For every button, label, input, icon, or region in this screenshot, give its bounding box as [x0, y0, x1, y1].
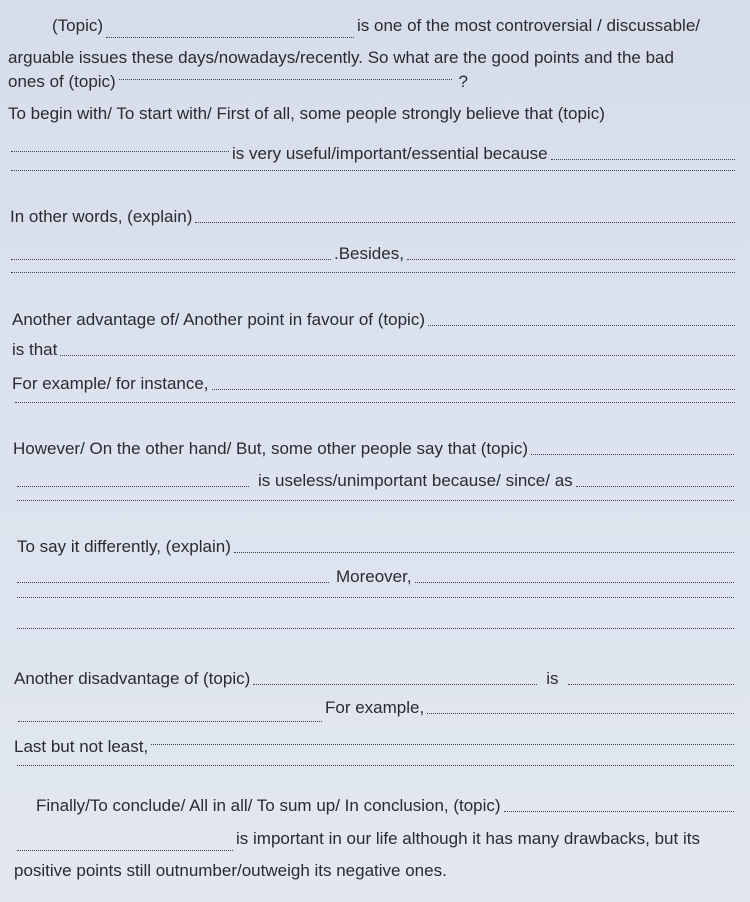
blank-field[interactable]: [576, 486, 734, 487]
intro-line-3: [8, 72, 468, 92]
text-segment: is one of the most controversial / discussable/: [357, 16, 701, 35]
useless-line: [14, 471, 737, 491]
blank-field[interactable]: [11, 272, 735, 273]
text-segment: Another advantage of/ Another point in favour of (topic): [12, 310, 425, 329]
blank-field[interactable]: [428, 325, 735, 326]
besides-line: [8, 244, 738, 264]
important-line: [14, 829, 737, 849]
blank-field[interactable]: [60, 355, 735, 356]
text-segment: However/ On the other hand/ But, some other people say that (topic): [13, 439, 529, 458]
blank-field[interactable]: [212, 389, 735, 390]
example-line: [12, 374, 738, 394]
blank-line: [14, 500, 737, 505]
blank-field[interactable]: [531, 454, 734, 455]
blank-field[interactable]: [17, 582, 329, 583]
text-segment: Another disadvantage of (topic): [14, 669, 251, 688]
begin-line: [8, 104, 743, 124]
blank-line: [8, 170, 738, 175]
blank-field[interactable]: [119, 79, 452, 80]
text-segment: .Besides,: [334, 244, 404, 263]
blank-field[interactable]: [17, 765, 734, 766]
blank-field[interactable]: [17, 486, 249, 487]
text-segment: is important in our life although it has many drawbacks, but its: [236, 829, 700, 848]
blank-line: [8, 272, 738, 277]
blank-field[interactable]: [195, 222, 735, 223]
blank-field[interactable]: [427, 713, 734, 714]
blank-field[interactable]: [17, 850, 233, 851]
topic-label: (Topic): [52, 16, 104, 35]
last-line: [14, 737, 737, 757]
text-segment: Last but not least,: [14, 737, 149, 756]
blank-field[interactable]: [106, 37, 354, 38]
text-segment: To say it differently, (explain): [17, 537, 231, 556]
blank-field[interactable]: [17, 628, 734, 629]
text-segment: arguable issues these days/nowadays/recently. So what are the good points and the bad: [8, 48, 674, 67]
text-segment: Finally/To conclude/ All in all/ To sum up/ In conclusion, (topic): [36, 796, 501, 815]
text-segment: positive points still outnumber/outweigh its negative ones.: [14, 861, 447, 880]
text-segment: ?: [458, 72, 468, 91]
is-that-line: [12, 340, 738, 360]
intro-line-1: [52, 4, 737, 36]
useful-line: [8, 144, 738, 164]
text-segment: is that: [12, 340, 58, 359]
blank-field[interactable]: [415, 582, 734, 583]
advantage-line: [12, 310, 738, 330]
blank-line: [14, 628, 737, 633]
text-segment: is very useful/important/essential because: [232, 144, 548, 163]
conclude-line: [36, 796, 737, 816]
text-segment: For example/ for instance,: [12, 374, 209, 393]
text-segment: ones of (topic): [8, 72, 116, 91]
final-line: [14, 861, 737, 881]
however-line: [13, 439, 737, 459]
blank-field[interactable]: [504, 811, 734, 812]
text-segment: For example,: [325, 698, 425, 717]
blank-line: [12, 402, 738, 407]
blank-field[interactable]: [18, 721, 322, 722]
differently-line: [17, 537, 737, 557]
blank-field[interactable]: [11, 259, 331, 260]
blank-field[interactable]: [407, 259, 735, 260]
blank-field[interactable]: [11, 170, 735, 171]
blank-field[interactable]: [11, 151, 229, 152]
text-segment: is: [546, 669, 559, 688]
blank-field[interactable]: [234, 552, 734, 553]
blank-field[interactable]: [253, 684, 537, 685]
moreover-line: [14, 567, 737, 587]
explain-line: [10, 207, 738, 227]
blank-line: [14, 597, 737, 602]
text-segment: In other words, (explain): [10, 207, 193, 226]
blank-field[interactable]: [17, 597, 734, 598]
text-segment: is useless/unimportant because/ since/ as: [258, 471, 573, 490]
disadvantage-line: [14, 669, 737, 689]
blank-line: [14, 765, 737, 770]
blank-field[interactable]: [15, 402, 735, 403]
blank-field[interactable]: [151, 744, 734, 745]
blank-field[interactable]: [17, 500, 734, 501]
text-segment: To begin with/ To start with/ First of all, some people strongly believe that (topic): [8, 104, 605, 123]
intro-line-2: [8, 48, 743, 68]
for-example-line: [15, 698, 737, 718]
text-segment: Moreover,: [336, 567, 412, 586]
blank-field[interactable]: [551, 159, 735, 160]
blank-field[interactable]: [568, 684, 734, 685]
